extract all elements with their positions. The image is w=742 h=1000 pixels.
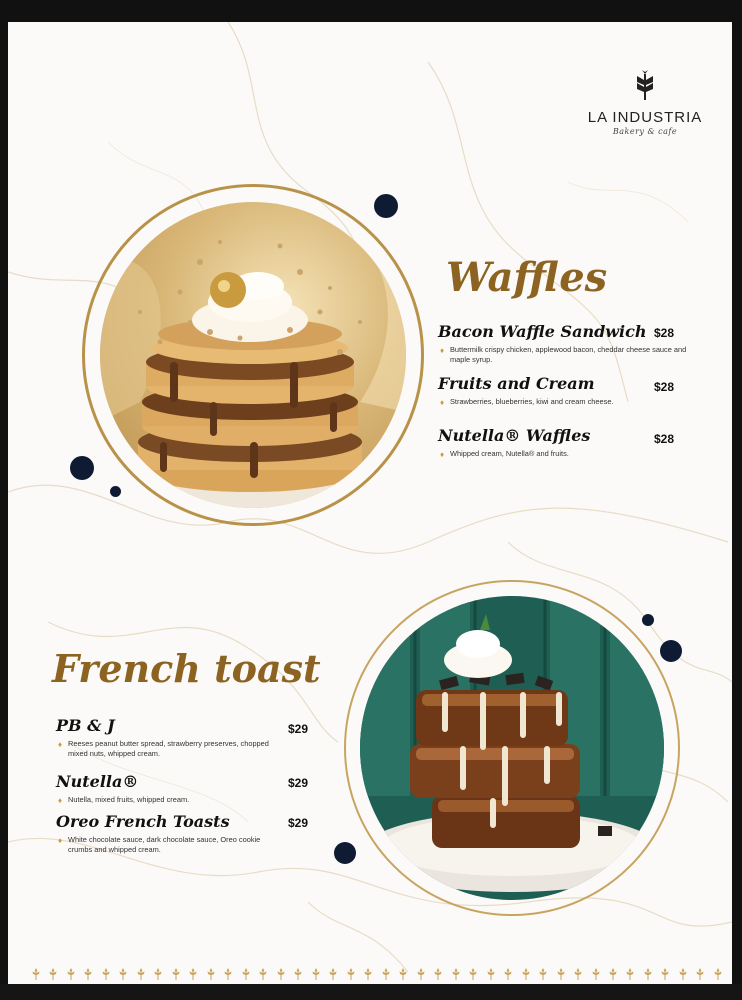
wheat-border-sprig-icon — [364, 968, 372, 980]
wheat-border-sprig-icon — [417, 968, 425, 980]
item-price: $29 — [288, 776, 309, 790]
wheat-border-sprig-icon — [452, 968, 460, 980]
brand-subtitle: Bakery & cafe — [612, 127, 678, 136]
item-price: $29 — [288, 816, 309, 830]
section-title-french-toast: French toast — [52, 646, 321, 691]
wheat-border-sprig-icon — [189, 968, 197, 980]
wheat-border-sprig-icon — [469, 968, 477, 980]
french-toast-stack-photo — [360, 596, 664, 900]
menu-item — [56, 812, 286, 854]
wheat-border-sprig-icon — [504, 968, 512, 980]
wheat-border-sprig-icon — [224, 968, 232, 980]
item-description: ♦ Whipped cream, Nutella® and fruits. — [440, 449, 569, 459]
wheat-border-sprig-icon — [714, 968, 722, 980]
wheat-border-sprig-icon — [626, 968, 634, 980]
wheat-border-sprig-icon — [207, 968, 215, 980]
item-price: $28 — [654, 326, 675, 340]
item-description: ♦ Nutella, mixed fruits, whipped cream. — [58, 795, 190, 805]
wheat-border-sprig-icon — [154, 968, 162, 980]
item-name: Fruits and Cream — [438, 374, 595, 393]
wheat-border-sprig-icon — [661, 968, 669, 980]
wheat-border-sprig-icon — [32, 968, 40, 980]
wheat-border-sprig-icon — [137, 968, 145, 980]
wheat-border-sprig-icon — [172, 968, 180, 980]
wheat-border-sprig-icon — [696, 968, 704, 980]
wheat-bullet-icon: ♦ — [58, 740, 63, 749]
decorative-dot — [334, 842, 356, 864]
decorative-dot — [70, 456, 94, 480]
wheat-border-sprig-icon — [382, 968, 390, 980]
item-description: ♦ White chocolate sauce, dark chocolate sauce, Oreo cookie crumbs and whipped cream. — [58, 835, 261, 854]
wheat-border-sprig-icon — [539, 968, 547, 980]
menu-item — [438, 322, 688, 364]
brand-name: LA INDUSTRIA — [587, 109, 703, 126]
wheat-border-sprig-icon — [329, 968, 337, 980]
wheat-bullet-icon: ♦ — [440, 346, 445, 355]
wheat-border-sprig-icon — [347, 968, 355, 980]
wheat-border-sprig-icon — [679, 968, 687, 980]
bottom-bar — [0, 984, 742, 1000]
decorative-dot — [642, 614, 654, 626]
wheat-bullet-icon: ♦ — [58, 796, 63, 805]
item-description: ♦ Reeses peanut butter spread, strawberry preserves, chopped mixed nuts, whipped cream. — [58, 739, 269, 758]
wheat-border-sprig-icon — [574, 968, 582, 980]
wheat-border-sprig-icon — [522, 968, 530, 980]
wheat-border-sprig-icon — [84, 968, 92, 980]
item-price: $28 — [654, 432, 675, 446]
menu-item — [56, 772, 286, 805]
item-name: PB & J — [56, 716, 115, 735]
wheat-border-icon — [32, 968, 722, 982]
item-name: Nutella® Waffles — [438, 426, 591, 445]
wheat-border-sprig-icon — [644, 968, 652, 980]
wheat-border-sprig-icon — [49, 968, 57, 980]
wheat-bullet-icon: ♦ — [440, 398, 445, 407]
wheat-border-sprig-icon — [609, 968, 617, 980]
wheat-border-sprig-icon — [294, 968, 302, 980]
menu-item — [438, 374, 688, 407]
decorative-dot — [110, 486, 121, 497]
wheat-border-sprig-icon — [312, 968, 320, 980]
wheat-icon — [632, 70, 658, 102]
wheat-border-sprig-icon — [487, 968, 495, 980]
decorative-dot — [374, 194, 398, 218]
wheat-bullet-icon: ♦ — [58, 836, 63, 845]
wheat-border-sprig-icon — [67, 968, 75, 980]
item-name: Bacon Waffle Sandwich — [438, 322, 647, 341]
menu-item — [438, 426, 688, 459]
wheat-border-sprig-icon — [277, 968, 285, 980]
wheat-border-sprig-icon — [259, 968, 267, 980]
wheat-border-sprig-icon — [119, 968, 127, 980]
waffle-stack-photo — [100, 202, 406, 508]
wheat-bullet-icon: ♦ — [440, 450, 445, 459]
wheat-border-sprig-icon — [434, 968, 442, 980]
wheat-border-sprig-icon — [102, 968, 110, 980]
item-name: Nutella® — [56, 772, 139, 791]
item-price: $29 — [288, 722, 309, 736]
item-description: ♦ Buttermilk crispy chicken, applewood bacon, cheddar cheese sauce and maple syrup. — [440, 345, 687, 364]
wheat-border-sprig-icon — [399, 968, 407, 980]
brand-logo — [580, 70, 710, 136]
item-name: Oreo French Toasts — [56, 812, 230, 831]
menu-item — [56, 716, 286, 758]
wheat-border-sprig-icon — [557, 968, 565, 980]
item-description: ♦ Strawberries, blueberries, kiwi and cream cheese. — [440, 397, 614, 407]
item-price: $28 — [654, 380, 675, 394]
decorative-dot — [660, 640, 682, 662]
menu-page — [8, 22, 732, 984]
section-title-waffles: Waffles — [446, 254, 608, 301]
wheat-border-sprig-icon — [592, 968, 600, 980]
wheat-border-sprig-icon — [242, 968, 250, 980]
